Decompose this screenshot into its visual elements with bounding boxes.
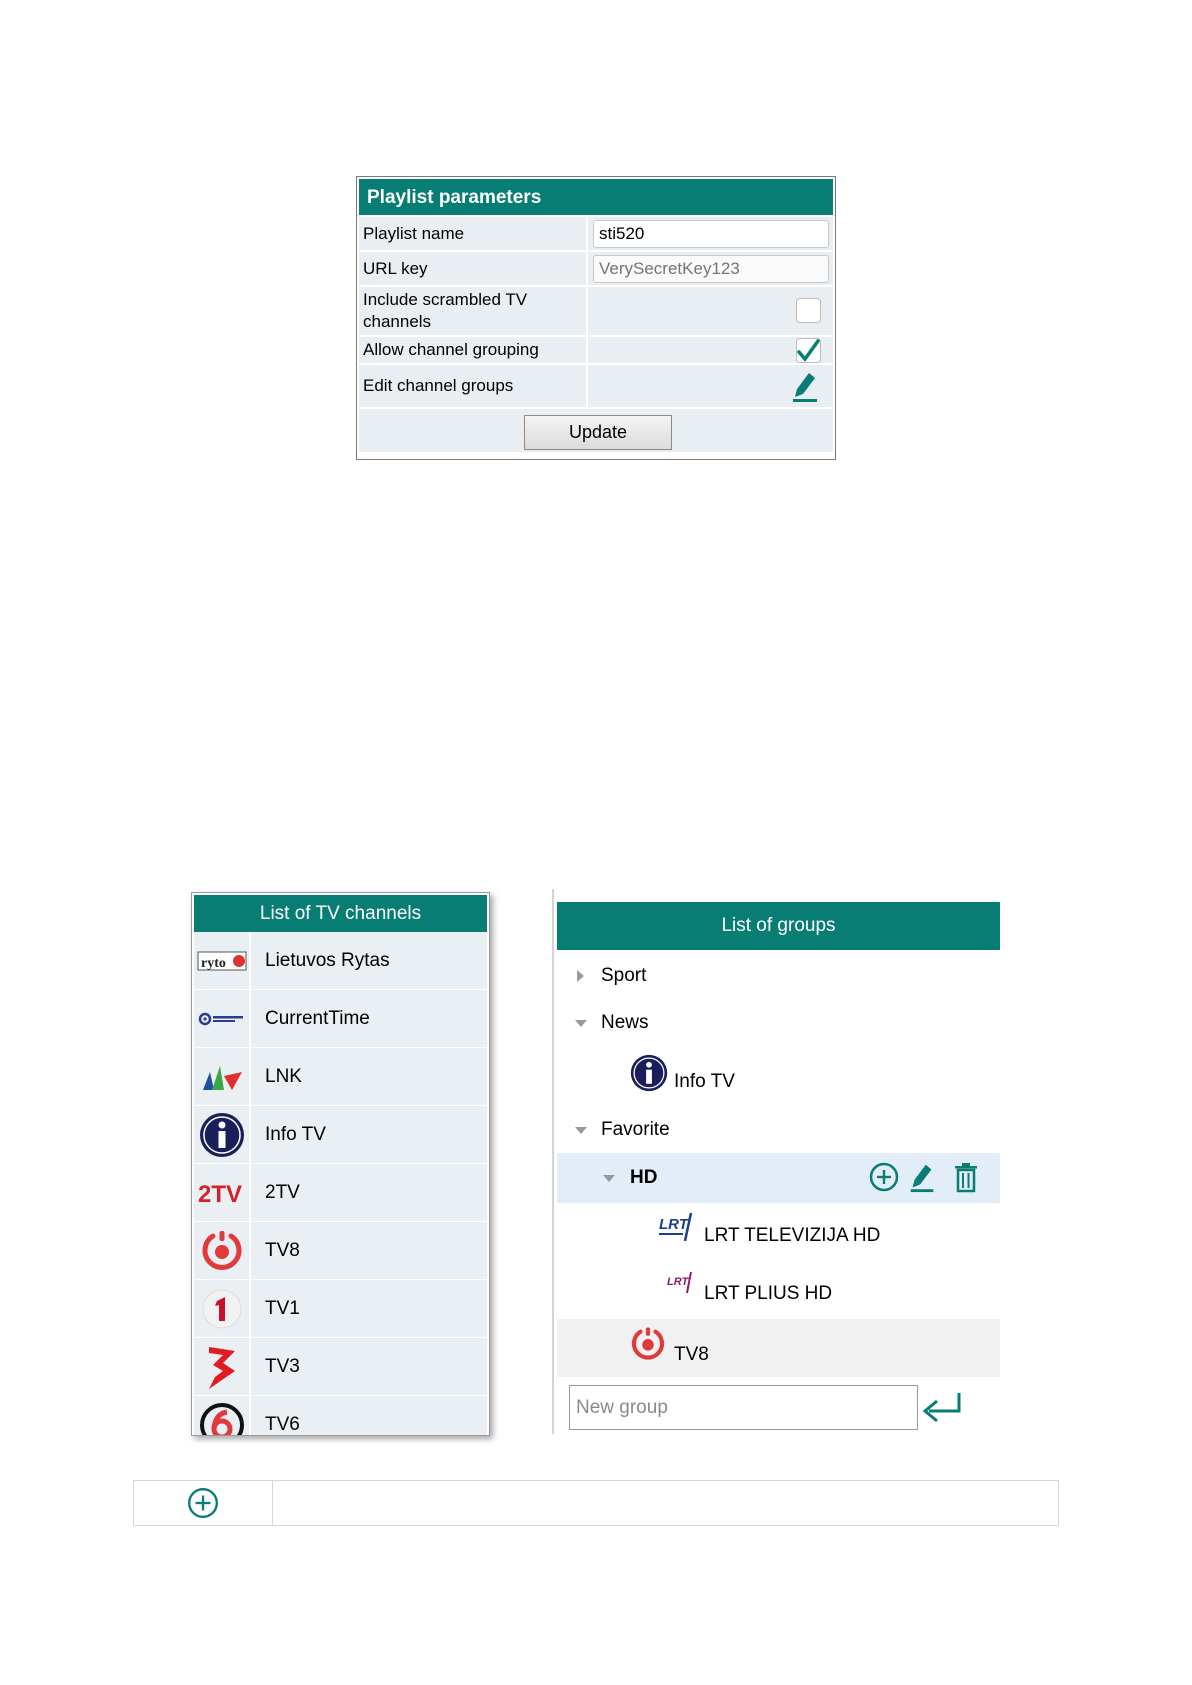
lrt-plius-logo: [667, 1271, 695, 1295]
group-row-hd[interactable]: [557, 1153, 1000, 1203]
scrambled-channels-checkbox[interactable]: [796, 298, 821, 323]
groups-list-title: List of groups: [557, 902, 1000, 950]
update-button[interactable]: Update: [524, 415, 672, 450]
group-actions: [868, 1161, 982, 1193]
group-channel-label: TV8: [674, 1344, 709, 1365]
lietuvos-rytas-logo: [194, 932, 251, 989]
tv8-logo: [629, 1325, 667, 1363]
currenttime-logo: [194, 990, 251, 1047]
group-channel-label: LRT TELEVIZIJA HD: [704, 1225, 881, 1246]
group-label-sport: Sport: [601, 964, 647, 986]
channel-name: LNK: [265, 1065, 302, 1087]
channel-name: CurrentTime: [265, 1007, 370, 1029]
panel-title: Playlist parameters: [359, 179, 833, 215]
pencil-edit-icon[interactable]: [908, 1161, 936, 1193]
legend-icon-cell: [134, 1481, 273, 1525]
channel-row[interactable]: [194, 1106, 487, 1164]
playlist-name-label: Playlist name: [359, 217, 588, 250]
url-key-input[interactable]: [593, 255, 829, 283]
channel-row[interactable]: [194, 990, 487, 1048]
channel-row[interactable]: [194, 1338, 487, 1396]
tv1-logo: [194, 1280, 251, 1337]
groups-panel-border: [552, 889, 554, 1434]
channel-name: Lietuvos Rytas: [265, 949, 390, 971]
info-tv-logo: [630, 1054, 668, 1092]
pencil-edit-icon[interactable]: [791, 369, 819, 403]
channel-row[interactable]: [194, 1280, 487, 1338]
channel-row[interactable]: [194, 1396, 487, 1436]
enter-return-icon[interactable]: [919, 1387, 965, 1427]
group-label-favorite: Favorite: [601, 1118, 670, 1140]
lrt-televizija-logo: [658, 1211, 696, 1243]
tv6-logo: [194, 1396, 251, 1436]
channel-grouping-label: Allow channel grouping: [359, 337, 588, 363]
svg-text:LRT: LRT: [667, 1276, 689, 1288]
svg-text:2TV: 2TV: [197, 1180, 242, 1207]
edit-channel-groups-label: Edit channel groups: [359, 365, 588, 407]
channel-name: TV8: [265, 1239, 300, 1261]
group-label-hd: HD: [630, 1167, 658, 1188]
parameters-table: [359, 215, 833, 409]
checkmark-icon: [793, 337, 823, 367]
tv3-logo: [194, 1338, 251, 1395]
channel-name: TV1: [265, 1297, 300, 1319]
tv8-logo: [194, 1222, 251, 1279]
channel-row[interactable]: [194, 1222, 487, 1280]
chevron-down-icon[interactable]: [575, 1127, 587, 1134]
svg-text:ryto: ryto: [200, 955, 226, 971]
svg-text:LRT: LRT: [659, 1216, 688, 1233]
group-channel-lrt-plius[interactable]: [557, 1261, 1000, 1319]
add-circle-icon[interactable]: [868, 1161, 900, 1193]
group-channel-tv8[interactable]: [557, 1319, 1000, 1377]
group-row-news[interactable]: [557, 999, 1000, 1046]
group-channel-label: LRT PLIUS HD: [704, 1283, 833, 1304]
group-row-sport[interactable]: [557, 952, 1000, 999]
playlist-parameters-panel: [356, 176, 836, 460]
scrambled-channels-label: Include scrambled TV channels: [359, 287, 588, 335]
tv-channels-list: [191, 892, 490, 1436]
lnk-logo: [194, 1048, 251, 1105]
chevron-right-icon[interactable]: [577, 970, 584, 982]
groups-list-panel: [557, 902, 1000, 1435]
channel-row[interactable]: [194, 1048, 487, 1106]
trash-icon[interactable]: [950, 1161, 982, 1193]
new-group-input[interactable]: [569, 1385, 918, 1430]
channel-row[interactable]: [194, 1164, 487, 1222]
legend-row: [133, 1480, 1059, 1526]
group-channel-label: Info TV: [674, 1071, 735, 1092]
group-row-favorite[interactable]: [557, 1106, 1000, 1153]
channel-name: TV6: [265, 1413, 300, 1435]
legend-description-cell: [273, 1481, 1058, 1525]
channel-row[interactable]: [194, 932, 487, 990]
channel-name: 2TV: [265, 1181, 300, 1203]
2tv-logo: [194, 1164, 251, 1221]
group-channel-lrt-televizija[interactable]: [557, 1203, 1000, 1261]
chevron-down-icon[interactable]: [603, 1175, 615, 1182]
channel-name: Info TV: [265, 1123, 326, 1145]
panel-footer: [359, 409, 833, 452]
add-circle-icon: [186, 1486, 220, 1520]
group-label-news: News: [601, 1011, 649, 1033]
playlist-name-input[interactable]: [593, 220, 829, 248]
chevron-down-icon[interactable]: [575, 1020, 587, 1027]
channels-list-title: List of TV channels: [194, 895, 487, 932]
channel-name: TV3: [265, 1355, 300, 1377]
info-tv-logo: [194, 1106, 251, 1163]
url-key-label: URL key: [359, 252, 588, 285]
group-channel-info-tv[interactable]: [557, 1046, 1000, 1106]
